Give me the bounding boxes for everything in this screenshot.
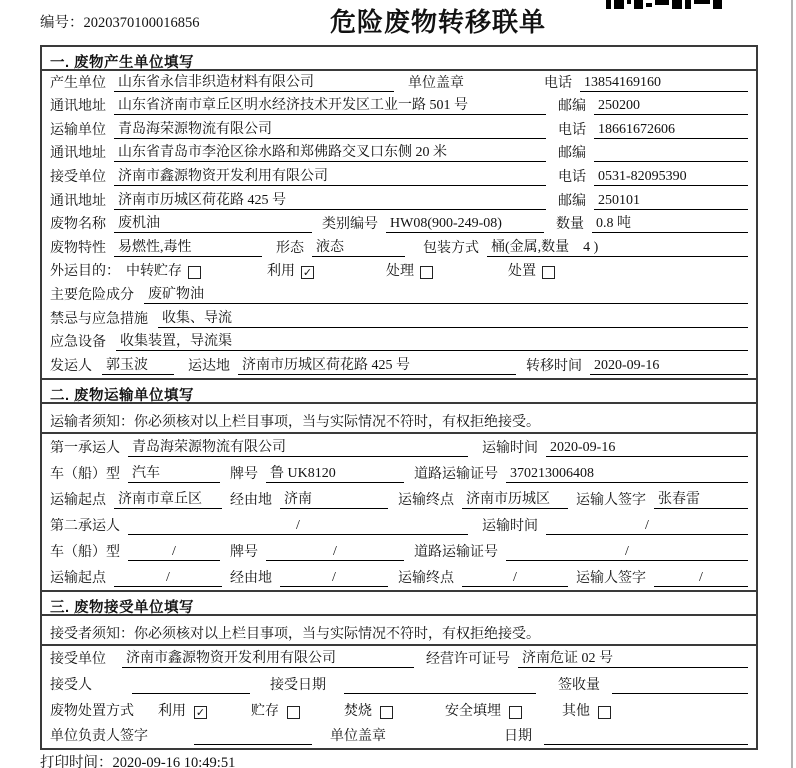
field-label: 经由地	[230, 492, 272, 508]
checkbox-unchecked-icon	[542, 266, 555, 279]
field-value: 18661672606	[594, 122, 748, 139]
field-value: 0531-82095390	[594, 169, 748, 186]
field-value: 济南市历城区荷花路 425 号	[114, 189, 546, 210]
checkbox-checked-icon: ✓	[195, 705, 206, 719]
checkbox-unchecked-icon	[287, 706, 300, 719]
form-row	[42, 236, 756, 260]
form-row	[42, 71, 756, 95]
field-value: /	[280, 570, 388, 587]
field-value: /	[654, 570, 748, 587]
field-label: 邮编	[558, 193, 586, 209]
checkbox-unchecked-icon	[420, 266, 433, 279]
field-label: 日期	[504, 729, 532, 745]
form-row	[42, 283, 756, 307]
field-value-blank	[612, 693, 748, 694]
field-label: 车（船）型	[50, 466, 120, 482]
field-label: 转移时间	[526, 358, 582, 374]
field-label: 接受日期	[270, 677, 326, 693]
checkbox-unchecked-icon	[509, 706, 522, 719]
field-value: /	[266, 544, 404, 561]
field-label: 安全填埋	[445, 703, 501, 719]
field-value: 济南市章丘区	[114, 488, 222, 509]
field-value: /	[546, 518, 748, 535]
field-label: 道路运输证号	[414, 466, 498, 482]
field-label: 运输起点	[50, 570, 106, 586]
section-title: 一. 废物产生单位填写	[42, 47, 756, 71]
field-label: 废物名称	[50, 217, 106, 233]
form-row	[42, 142, 756, 166]
field-value: /	[114, 570, 222, 587]
field-value: 250200	[594, 98, 748, 115]
form-section-1	[42, 47, 756, 378]
field-label: 包装方式	[423, 240, 479, 256]
field-label: 单位盖章	[330, 729, 386, 745]
field-value-blank	[594, 161, 748, 162]
form-row	[42, 538, 756, 564]
field-label: 经营许可证号	[426, 652, 510, 668]
print-time	[40, 751, 235, 768]
field-value: 13854169160	[580, 75, 748, 92]
qr-code-fragment-icon	[606, 0, 722, 11]
field-value: 济南	[280, 488, 388, 509]
field-label: 牌号	[230, 466, 258, 482]
field-label: 利用	[158, 703, 186, 719]
field-label: 运达地	[188, 358, 230, 374]
field-value: 收集、导流	[158, 307, 748, 328]
serial-value: 2020370100016856	[83, 15, 200, 31]
field-label: 电话	[558, 122, 586, 138]
form-row	[42, 512, 756, 538]
form-row	[42, 118, 756, 142]
field-value: 青岛海荣源物流有限公司	[128, 436, 468, 457]
form-row	[42, 460, 756, 486]
field-value: 青岛海荣源物流有限公司	[114, 118, 546, 139]
field-label: 产生单位	[50, 75, 106, 91]
field-label: 通讯地址	[50, 99, 106, 115]
field-label: 通讯地址	[50, 146, 106, 162]
field-label: 焚烧	[344, 703, 372, 719]
field-value: 汽车	[128, 462, 220, 483]
form-row	[42, 354, 756, 378]
field-label: 禁忌与应急措施	[50, 311, 148, 327]
field-label: 邮编	[558, 146, 586, 162]
field-label: 接受人	[50, 677, 92, 693]
field-label: 通讯地址	[50, 193, 106, 209]
field-label: 电话	[558, 169, 586, 185]
field-value: 张春雷	[654, 488, 748, 509]
form-row	[42, 646, 756, 672]
field-label: 其他	[562, 703, 590, 719]
field-label: 运输起点	[50, 492, 106, 508]
form-row	[42, 671, 756, 697]
field-label: 车（船）型	[50, 544, 120, 560]
form-row	[42, 165, 756, 189]
form-section-2	[42, 378, 756, 590]
field-label: 接受单位	[50, 652, 106, 668]
form-row	[42, 486, 756, 512]
field-label: 应急设备	[50, 335, 106, 351]
field-value: 0.8 吨	[592, 212, 748, 233]
checkbox-unchecked-icon	[598, 706, 611, 719]
serial-number	[40, 11, 200, 32]
field-label: 邮编	[558, 99, 586, 115]
field-value: 济南市鑫源物资开发利用有限公司	[122, 647, 414, 668]
field-value-blank	[344, 693, 536, 694]
field-value: 济南市历城区荷花路 425 号	[238, 354, 516, 375]
field-label: 道路运输证号	[414, 544, 498, 560]
checkbox-unchecked-icon	[380, 706, 393, 719]
field-label: 运输终点	[398, 492, 454, 508]
field-value: /	[506, 544, 748, 561]
page-title: 危险废物转移联单	[330, 7, 547, 37]
section-title: 三. 废物接受单位填写	[42, 592, 756, 616]
field-label: 贮存	[251, 703, 279, 719]
field-value: /	[128, 518, 468, 535]
field-value: 山东省永信非织造材料有限公司	[114, 71, 394, 92]
print-time-label: 打印时间：	[40, 755, 113, 768]
form-row	[42, 723, 756, 749]
field-value: 济南市鑫源物资开发利用有限公司	[114, 165, 546, 186]
field-label: 运输时间	[482, 518, 538, 534]
field-value-blank	[132, 693, 250, 694]
field-label: 形态	[276, 240, 304, 256]
field-label: 处理	[386, 264, 414, 280]
field-label: 类别编号	[322, 217, 378, 233]
field-value: 废机油	[114, 212, 312, 233]
form-row	[42, 260, 756, 284]
field-value: /	[128, 544, 220, 561]
form-row	[42, 434, 756, 460]
field-label: 运输终点	[398, 570, 454, 586]
field-value: 济南市历城区	[462, 488, 568, 509]
print-time-value: 2020-09-16 10:49:51	[112, 755, 236, 768]
field-value: 250101	[594, 193, 748, 210]
form-row	[42, 307, 756, 331]
field-label: 废物处置方式	[50, 703, 134, 719]
serial-label: 编号：	[40, 15, 84, 31]
field-value: 山东省济南市章丘区明水经济技术开发区工业一路 501 号	[114, 94, 546, 115]
field-label: 废物特性	[50, 240, 106, 256]
field-value: 易燃性,毒性	[114, 236, 262, 257]
field-label: 签收量	[558, 677, 600, 693]
field-label: 单位负责人签字	[50, 729, 148, 745]
checkbox-unchecked-icon	[188, 266, 201, 279]
field-label: 发运人	[50, 358, 92, 374]
field-label: 第一承运人	[50, 440, 120, 456]
field-value: 370213006408	[506, 466, 748, 483]
field-value: 山东省青岛市李沧区徐水路和郑佛路交叉口东侧 20 米	[114, 141, 546, 162]
manifest-form	[40, 45, 758, 750]
field-label: 外运目的：	[50, 264, 120, 280]
section-title: 二. 废物运输单位填写	[42, 380, 756, 404]
page-right-edge-line	[791, 0, 793, 768]
field-label: 电话	[544, 75, 572, 91]
form-row	[42, 189, 756, 213]
form-section-3	[42, 590, 756, 748]
field-value-blank	[194, 744, 312, 745]
form-row	[42, 95, 756, 119]
checkbox-checked-icon: ✓	[302, 266, 313, 280]
field-label: 运输单位	[50, 122, 106, 138]
field-value: 2020-09-16	[546, 440, 748, 457]
form-row	[42, 564, 756, 590]
field-label: 主要危险成分	[50, 287, 134, 303]
field-label: 运输时间	[482, 440, 538, 456]
field-label: 第二承运人	[50, 518, 120, 534]
field-label: 利用	[267, 264, 295, 280]
field-label: 运输人签字	[576, 570, 646, 586]
field-value: 液态	[312, 236, 405, 257]
field-value: HW08(900-249-08)	[386, 216, 544, 233]
field-value: /	[462, 570, 568, 587]
field-label: 运输人签字	[576, 492, 646, 508]
field-label: 数量	[556, 217, 584, 233]
field-label: 中转贮存	[126, 264, 182, 280]
field-label: 经由地	[230, 570, 272, 586]
field-label: 接受单位	[50, 169, 106, 185]
field-value-blank	[544, 744, 748, 745]
field-label: 牌号	[230, 544, 258, 560]
field-value: 收集装置，导流渠	[116, 330, 748, 351]
section-note: 接受者须知：你必须核对以上栏目事项，当与实际情况不符时，有权拒绝接受。	[42, 616, 756, 646]
field-label: 处置	[508, 264, 536, 280]
form-row	[42, 697, 756, 723]
field-value: 废矿物油	[144, 283, 748, 304]
field-value: 桶(金属,数量 4 )	[487, 236, 748, 257]
section-note: 运输者须知：你必须核对以上栏目事项，当与实际情况不符时，有权拒绝接受。	[42, 404, 756, 434]
field-value: 郭玉波	[102, 354, 174, 375]
field-value: 2020-09-16	[590, 358, 748, 375]
form-row	[42, 331, 756, 355]
field-value: 济南危证 02 号	[518, 647, 748, 668]
field-label: 单位盖章	[408, 75, 464, 91]
field-value: 鲁 UK8120	[266, 462, 404, 483]
form-row	[42, 213, 756, 237]
